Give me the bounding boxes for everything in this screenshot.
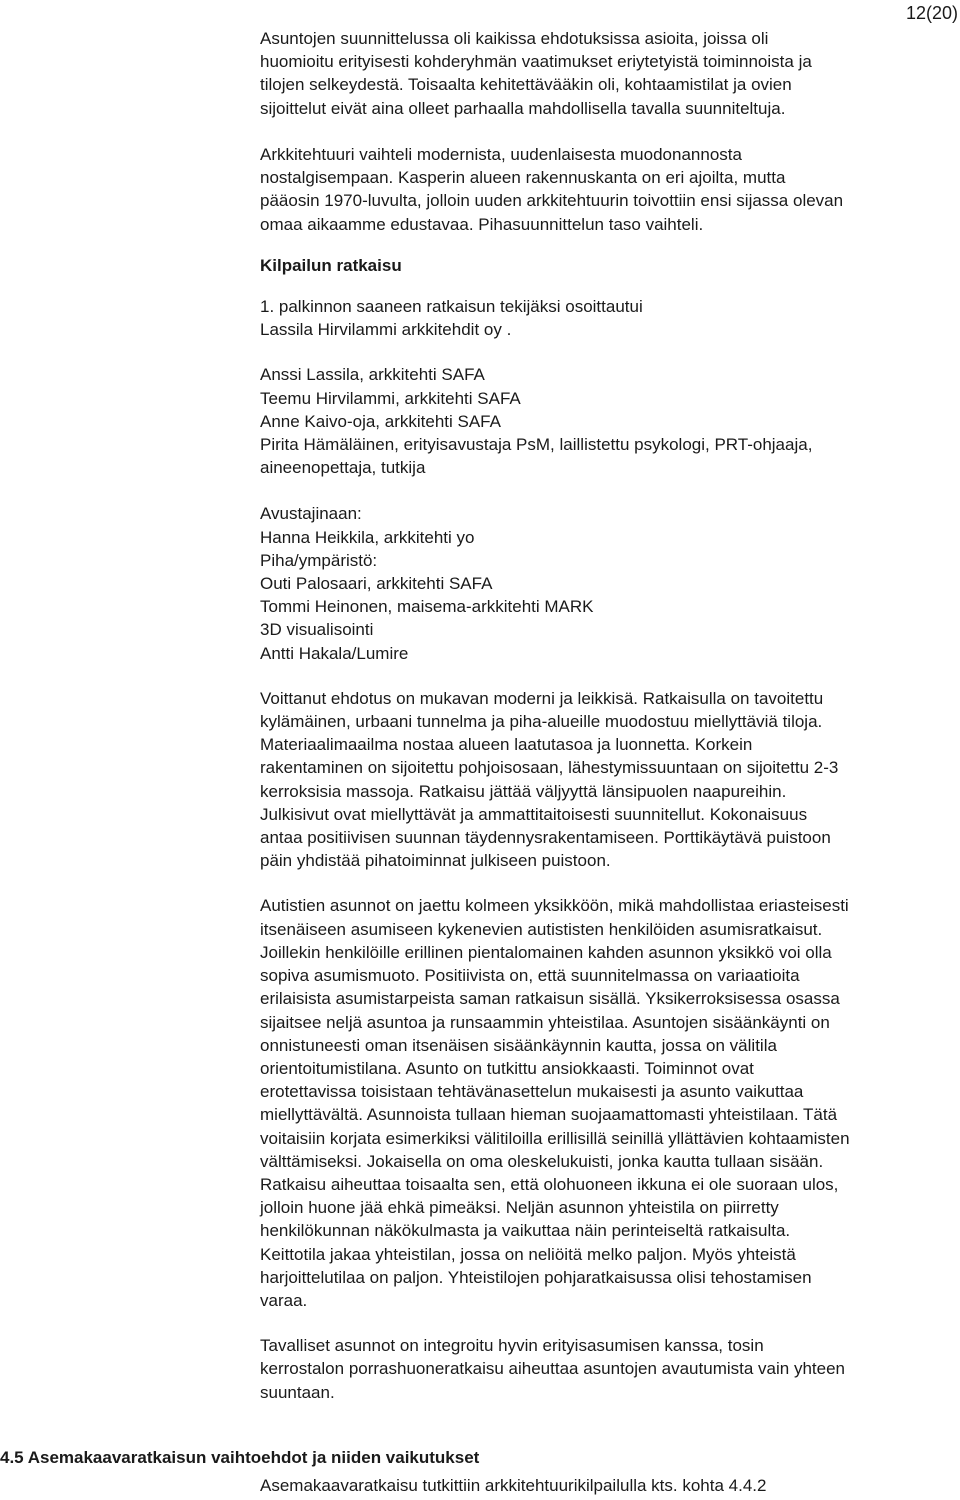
paragraph5-line: voitaisiin korjata esimerkiksi välitiloilla erillisillä seinillä yllättävien kohtaamisten — [260, 1128, 850, 1148]
paragraph1-line: sijoittelut eivät aina olleet parhaalla mahdollisella tavalla suunniteltuja. — [260, 98, 786, 118]
team-line: aineenopettaja, tutkija — [260, 458, 426, 478]
paragraph5-line: itsenäiseen asumiseen kykenevien autististen henkilöiden asumisratkaisut. — [260, 919, 823, 939]
paragraph-winner — [260, 295, 960, 341]
paragraph5-line: erotettavissa toisistaan tehtävänasettelun mukaisesti ja asunto vaikuttaa — [260, 1082, 804, 1102]
paragraph3-line: 1. palkinnon saaneen ratkaisun tekijäksi osoittautui — [260, 297, 643, 317]
paragraph5-line: Ratkaisu aiheuttaa toisaalta sen, että olohuoneen ikkuna ei ole suoraan ulos, — [260, 1174, 839, 1194]
assistants-line: Piha/ympäristö: — [260, 550, 378, 570]
paragraph5-line: Autistien asunnot on jaettu kolmeen yksikköön, mikä mahdollistaa eriasteisesti — [260, 896, 849, 916]
paragraph2-line: pääosin 1970-luvulta, jolloin uuden arkkitehtuurin toivottiin ensi sijassa olevan — [260, 191, 844, 211]
heading-kilpailun-ratkaisu: Kilpailun ratkaisu — [260, 255, 402, 275]
paragraph4-line: Julkisivut ovat miellyttävät ja ammattitaitoisesti suunnitellut. Kokonaisuus — [260, 804, 808, 824]
assistants-line: Avustajinaan: — [260, 504, 362, 524]
paragraph5-line: sopiva asumismuoto. Positiivista on, että suunnitelmassa on variaatioita — [260, 966, 800, 986]
paragraph5-line: välttämiseksi. Jokaisella on oma oleskelukuisti, jonka kautta tullaan sisään. — [260, 1151, 824, 1171]
paragraph6-line: Tavalliset asunnot on integroitu hyvin erityisasumisen kanssa, tosin — [260, 1336, 764, 1356]
paragraph5-line: jolloin huone jää ehkä pimeäksi. Neljän asunnon yhteistila on piirretty — [260, 1198, 779, 1218]
paragraph2-line: nostalgisempaan. Kasperin alueen rakennuskanta on eri ajoilta, mutta — [260, 168, 786, 188]
paragraph5-line: miellyttävältä. Asunnoista tullaan hieman suojaamattomasti yhteistilaan. Tätä — [260, 1105, 838, 1125]
paragraph2-line: Arkkitehtuuri vaihteli modernista, uudenlaisesta muodonannosta — [260, 145, 742, 164]
paragraph5-line: orientoitumistilana. Asunto on tutkittu ansiokkaasti. Toiminnot ovat — [260, 1058, 754, 1078]
paragraph6-line: kerrostalon porrashuoneratkaisu aiheuttaa asuntojen avautumista vain yhteen — [260, 1359, 845, 1379]
paragraph6-line: suuntaan. — [260, 1382, 335, 1402]
paragraph1-line: huomioitu erityisesti kohderyhmän vaatimukset eriytetyistä toiminnoista ja — [260, 52, 812, 72]
page-number: 12(20) — [905, 3, 958, 23]
paragraph5-line: erilaisista asumistarpeista saman ratkaisun sisällä. Yksikerroksisessa osassa — [260, 989, 840, 1009]
assistants-line: Outi Palosaari, arkkitehti SAFA — [260, 574, 493, 594]
team-line: Teemu Hirvilammi, arkkitehti SAFA — [260, 388, 521, 408]
paragraph5-line: Keittotila jakaa yhteistilan, jossa on neliöitä melko paljon. Myös yhteistä — [260, 1244, 796, 1264]
paragraph-regular-housing — [260, 1334, 960, 1404]
paragraph4-line: päin yhdistää pihatoiminnat julkiseen puistoon. — [260, 851, 611, 871]
paragraph4-line: kylämäinen, urbaani tunnelma ja piha-alueille muodostuu miellyttäviä tiloja. — [260, 712, 823, 732]
team-line: Anssi Lassila, arkkitehti SAFA — [260, 365, 485, 385]
section-text: Asemakaavaratkaisu tutkittiin arkkitehtuurikilpailulla kts. kohta 4.4.2 — [260, 1476, 767, 1495]
assistants-line: Hanna Heikkila, arkkitehti yo — [260, 527, 475, 547]
paragraph2-line: omaa aikaamme edustavaa. Pihasuunnittelun taso vaihteli. — [260, 214, 704, 234]
section-heading: 4.5 Asemakaavaratkaisun vaihtoehdot ja niiden vaikutukset — [0, 1448, 480, 1467]
paragraph1-line: tilojen selkeydestä. Toisaalta kehitettävääkin oli, kohtaamistilat ja ovien — [260, 75, 792, 95]
paragraph-design-notes — [260, 27, 960, 120]
paragraph-architecture — [260, 143, 960, 236]
assistants-line: Tommi Heinonen, maisema-arkkitehti MARK — [260, 597, 594, 617]
team-line: Pirita Hämäläinen, erityisavustaja PsM, laillistettu psykologi, PRT-ohjaaja, — [260, 435, 813, 455]
assistants-line: 3D visualisointi — [260, 620, 374, 640]
paragraph3-line: Lassila Hirvilammi arkkitehdit oy . — [260, 320, 512, 340]
paragraph5-line: henkilökunnan näkökulmasta ja vaikuttaa näin perinteiseltä ratkaisulta. — [260, 1221, 791, 1241]
team-list — [260, 363, 960, 479]
paragraph5-line: varaa. — [260, 1290, 308, 1310]
paragraph-winning-proposal — [260, 687, 960, 873]
paragraph5-line: onnistuneesti oman itsenäisen sisäänkäynnin kautta, jossa on välitila — [260, 1035, 777, 1055]
paragraph4-line: antaa positiivisen suunnan täydennysrakentamiseen. Porttikäytävä puistoon — [260, 828, 831, 848]
paragraph5-line: sijaitsee neljä asuntoa ja runsaammin yhteistilaa. Asuntojen sisäänkäynti on — [260, 1012, 830, 1032]
paragraph4-line: kerroksisia massoja. Ratkaisu jättää väljyyttä länsipuolen naapureihin. — [260, 781, 787, 801]
paragraph4-line: Materiaalimaailma nostaa alueen laatutasoa ja luonnetta. Korkein — [260, 735, 753, 755]
paragraph5-line: Joillekin henkilöille erillinen pientalomainen kahden asunnon yksikkö voi olla — [260, 942, 832, 962]
document-body — [260, 27, 960, 1404]
team-line: Anne Kaivo-oja, arkkitehti SAFA — [260, 411, 501, 431]
paragraph5-line: harjoittelutilaa on paljon. Yhteistilojen pohjaratkaisussa olisi tehostamisen — [260, 1267, 812, 1287]
paragraph4-line: rakentaminen on sijoitettu pohjoisosaan, lähestymissuuntaan on sijoitettu 2-3 — [260, 758, 839, 778]
paragraph4-line: Voittanut ehdotus on mukavan moderni ja leikkisä. Ratkaisulla on tavoitettu — [260, 688, 824, 708]
assistants-line: Antti Hakala/Lumire — [260, 643, 409, 663]
paragraph1-line: Asuntojen suunnittelussa oli kaikissa ehdotuksissa asioita, joissa oli — [260, 29, 769, 48]
assistants-list — [260, 502, 960, 664]
paragraph-autism-housing — [260, 894, 960, 1312]
